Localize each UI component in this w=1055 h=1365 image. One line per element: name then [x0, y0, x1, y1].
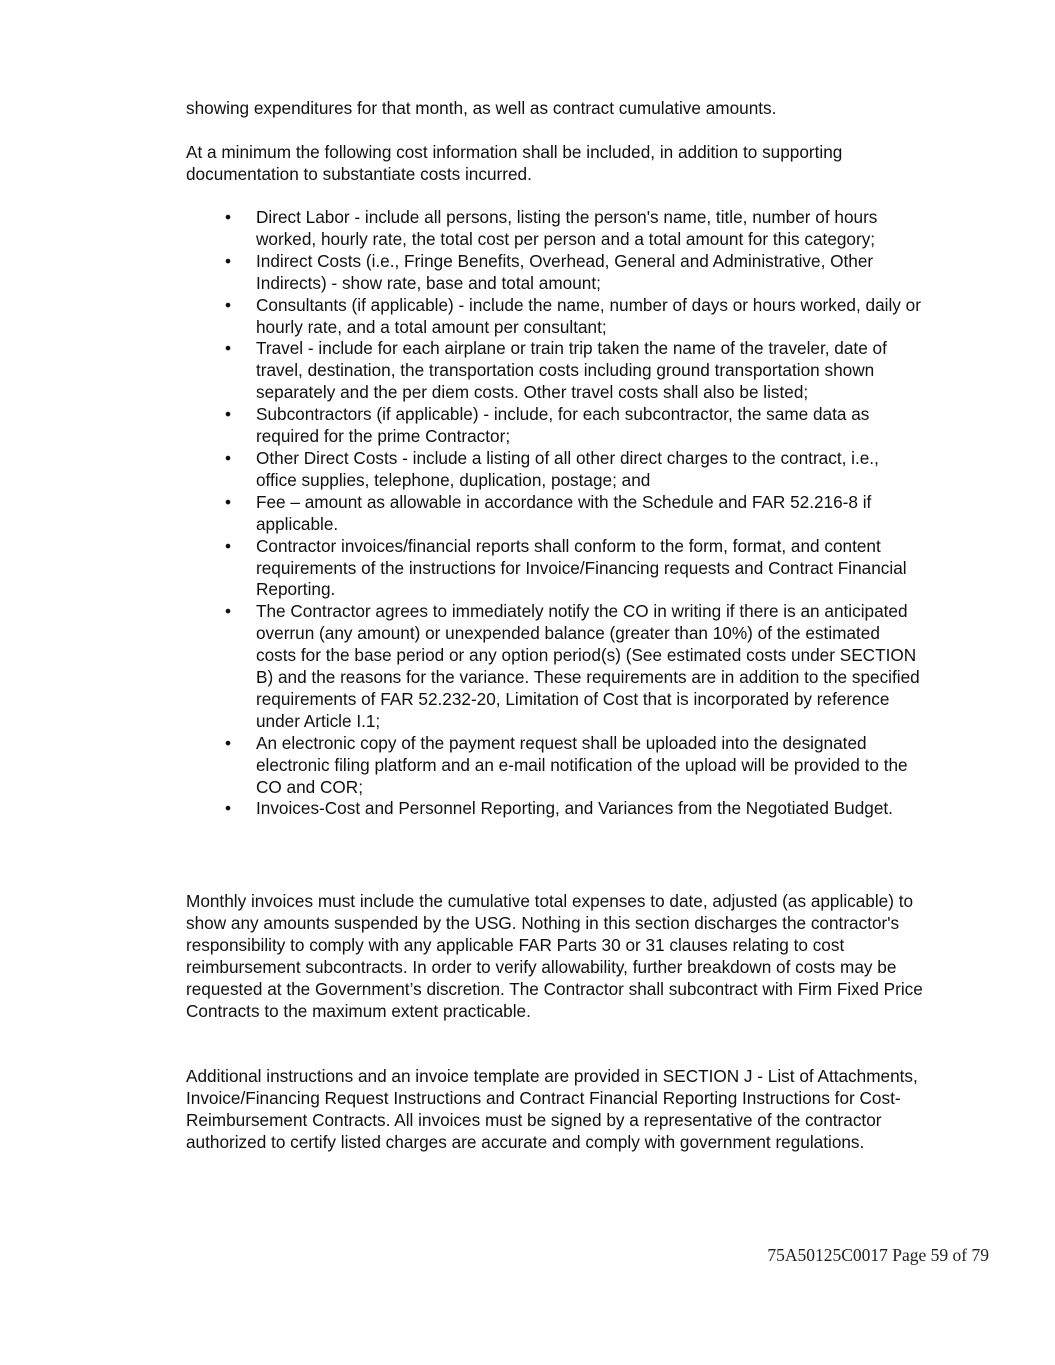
bullet-icon: •	[225, 601, 232, 622]
list-item-text: Subcontractors (if applicable) - include, for each subcontractor, the same data as required for the prime Contractor;	[256, 404, 870, 447]
cost-information-list	[186, 207, 986, 820]
bullet-icon: •	[225, 535, 232, 556]
bullet-icon: •	[225, 250, 232, 271]
list-item-text: Direct Labor - include all persons, listing the person's name, title, number of hours worked, hourly rate, the total cost per person and a total amount for this category;	[256, 207, 878, 249]
list-item-consultants	[186, 295, 986, 339]
list-item-text: Invoices-Cost and Personnel Reporting, and Variances from the Negotiated Budget.	[256, 798, 893, 819]
bullet-icon: •	[225, 338, 232, 359]
list-item-text: Travel - include for each airplane or train trip taken the name of the traveler, date of travel, destination, the transportation costs including ground transportation shown separately and the per diem costs. Other travel costs shall also be listed;	[256, 338, 887, 403]
list-item-text: An electronic copy of the payment request shall be uploaded into the designated electronic filing platform and an e-mail notification of the upload will be provided to the CO and COR;	[256, 732, 908, 797]
bullet-icon: •	[225, 491, 232, 512]
list-item-travel	[186, 338, 986, 404]
list-item-electronic-copy	[186, 733, 986, 799]
intro-paragraph: showing expenditures for that month, as well as contract cumulative amounts.	[186, 98, 777, 118]
list-item-text: The Contractor agrees to immediately notify the CO in writing if there is an anticipated overrun (any amount) or unexpended balance (greater than 10%) of the estimated costs for the base period or any option period(s) (See estimated costs under SECTION B) and the reasons for the variance. These requirements are in addition to the specified requirements of FAR 52.232-20, Limitation of Cost that is incorporated by reference under Article I.1;	[256, 601, 920, 731]
list-item-subcontractors	[186, 404, 986, 448]
bullet-icon: •	[225, 732, 232, 753]
minimum-info-paragraph: At a minimum the following cost information shall be included, in addition to supporting documentation to substantiate costs incurred.	[186, 142, 843, 184]
monthly-invoices-paragraph: Monthly invoices must include the cumulative total expenses to date, adjusted (as applicable) to show any amounts suspended by the USG. Nothing in this section discharges the contractor's responsibility to comply with any applicable FAR Parts 30 or 31 clauses relating to cost reimbursement subcontracts. In order to verify allowability, further breakdown of costs may be requested at the Government’s discretion. The Contractor shall subcontract with Firm Fixed Price Contracts to the maximum extent practicable.	[186, 891, 923, 1021]
list-item-text: Indirect Costs (i.e., Fringe Benefits, Overhead, General and Administrative, Other Indirects) - show rate, base and total amount;	[256, 250, 874, 293]
page-footer: 75A50125C0017 Page 59 of 79	[767, 1245, 989, 1265]
list-item-text: Fee – amount as allowable in accordance with the Schedule and FAR 52.216-8 if applicable.	[256, 491, 872, 534]
list-item-text: Other Direct Costs - include a listing of all other direct charges to the contract, i.e., office supplies, telephone, duplication, postage; and	[256, 447, 879, 490]
bullet-icon: •	[225, 447, 232, 468]
bullet-icon: •	[225, 294, 232, 315]
bullet-icon: •	[225, 798, 232, 819]
list-item-direct-labor	[186, 207, 986, 251]
list-item-text: Contractor invoices/financial reports shall conform to the form, format, and content requirements of the instructions for Invoice/Financing requests and Contract Financial Reporting.	[256, 535, 907, 600]
additional-instructions-paragraph: Additional instructions and an invoice template are provided in SECTION J - List of Attachments, Invoice/Financing Request Instructions and Contract Financial Reporting Instructions for Cost- Reimbursement Contracts. All invoices must be signed by a representative of the contractor authorized to certify listed charges are accurate and comply with government regulations.	[186, 1066, 918, 1152]
list-item-fee	[186, 492, 986, 536]
list-item-other-direct-costs	[186, 448, 986, 492]
list-item-indirect-costs	[186, 251, 986, 295]
list-item-invoices-reporting	[186, 798, 986, 820]
list-item-overrun-notice	[186, 601, 986, 732]
bullet-icon: •	[225, 207, 232, 227]
bullet-icon: •	[225, 404, 232, 425]
list-item-text: Consultants (if applicable) - include the name, number of days or hours worked, daily or hourly rate, and a total amount per consultant;	[256, 294, 921, 337]
list-item-invoice-format	[186, 536, 986, 602]
